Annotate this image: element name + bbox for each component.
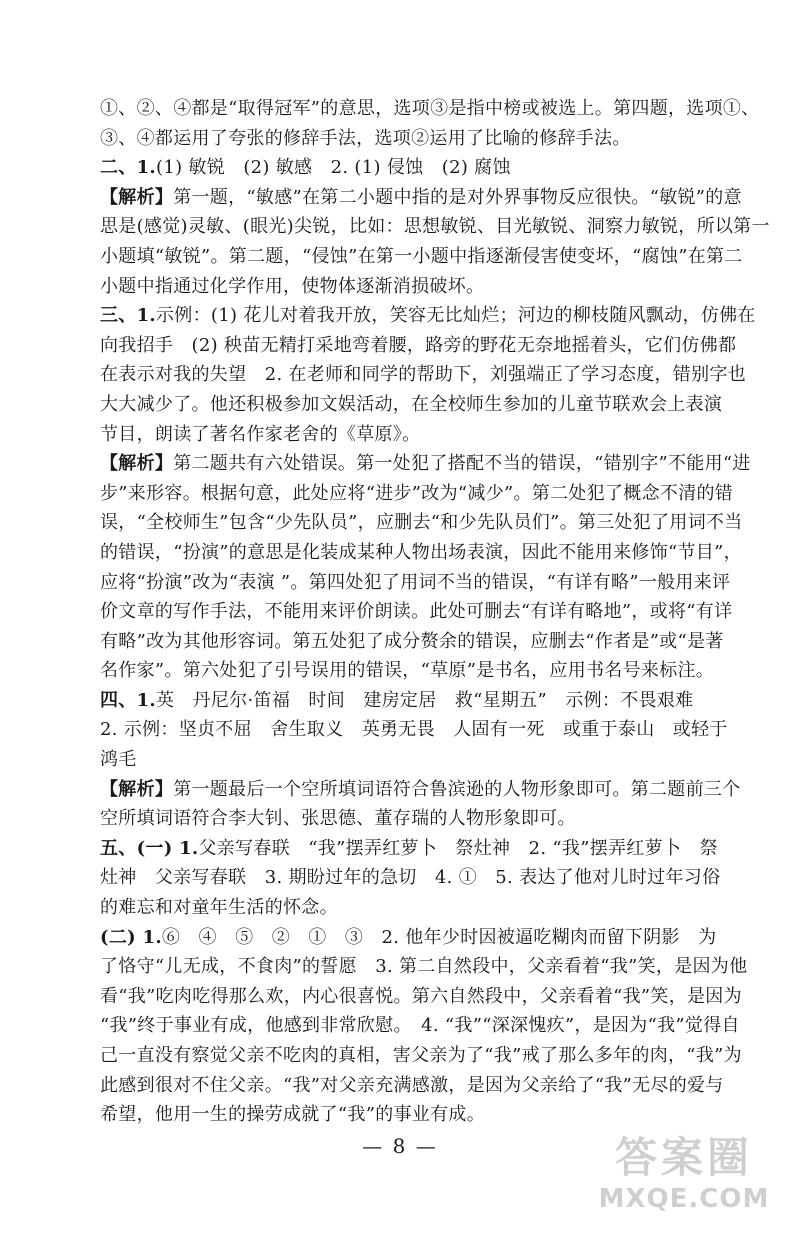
text-line — [100, 390, 723, 420]
line-text: 示例：(1) 花儿对着我开放，笑容无比灿烂；河边的柳枝随风飘动，仿佛在 — [156, 305, 756, 327]
line-text: 第一题，“敏感”在第二小题中指的是对外界事物反应很快。“敏锐”的意 — [173, 186, 742, 208]
text-line — [100, 331, 737, 361]
line-text: 英 丹尼尔·笛福 时间 建房定居 救“星期五” 示例：不畏艰难 — [156, 689, 694, 711]
text-line — [100, 686, 700, 716]
watermark-logo — [584, 1132, 784, 1222]
section-label: 五、(一) 1. — [100, 837, 199, 859]
line-text: 看“我”吃肉吃得那么欢，内心很喜悦。第六自然段中，父亲看着“我”笑，是因为 — [100, 985, 742, 1007]
text-line — [100, 775, 741, 805]
line-text: (1) 敏锐 (2) 敏感 2. (1) 侵蚀 (2) 腐蚀 — [156, 157, 511, 179]
section-label: 二、1. — [100, 157, 156, 179]
text-line — [100, 1011, 740, 1041]
line-text: 思是(感觉)灵敏、(眼光)尖锐，比如：思想敏锐、目光敏锐、洞察力敏锐，所以第一 — [100, 216, 770, 238]
text-line — [100, 1041, 742, 1071]
line-text: 向我招手 (2) 秧苗无精打采地弯着腰，路旁的野花无奈地摇着头，它们仿佛都 — [100, 334, 737, 356]
section-label: 四、1. — [100, 689, 156, 711]
text-line — [100, 745, 700, 775]
text-line — [100, 893, 700, 923]
line-text: 在表示对我的失望 2. 在老师和同学的帮助下，刘强端正了学习态度，错别字也 — [100, 364, 746, 386]
section-label: 【解析】 — [100, 778, 174, 800]
section-label: 三、1. — [100, 305, 156, 327]
text-line — [100, 923, 717, 953]
line-text: 第一题最后一个空所填词语符合鲁滨逊的人物形象即可。第二题前三个 — [173, 778, 741, 800]
text-line — [100, 153, 700, 183]
line-text: 小题中指通过化学作用，使物体逐渐消损破坏。 — [100, 275, 485, 297]
text-line — [100, 952, 748, 982]
line-text: 应将“扮演”改为“表演 ”。第四处犯了用词不当的错误，“有详有略”一般用来评 — [100, 571, 731, 593]
line-text: 父亲写春联 “我”摆弄红萝卜 祭灶神 2. “我”摆弄红萝卜 祭 — [198, 837, 718, 859]
line-text: 希望，他用一生的操劳成就了“我”的事业有成。 — [100, 1104, 486, 1126]
text-line — [100, 124, 700, 154]
line-text: ⑥ ④ ⑤ ② ① ③ 2. 他年少时因被逼吃糊肉而留下阴影 为 — [161, 926, 717, 948]
line-text: 空所填词语符合李大钊、张思德、董存瑞的人物形象即可。 — [100, 808, 576, 830]
text-line — [100, 420, 700, 450]
line-text: 的错误，“扮演”的意思是化装成某种人物出场表演，因此不能用来修饰“节目”， — [100, 541, 742, 563]
section-label: 【解析】 — [100, 186, 174, 208]
text-line — [100, 804, 700, 834]
text-line — [100, 301, 756, 331]
line-text: 误，“全校师生”包含“少先队员”，应删去“和少先队员们”。第三处犯了用词不当 — [100, 512, 743, 534]
line-text: 节目，朗读了著名作家老舍的《草原》。 — [100, 423, 421, 445]
text-line — [100, 360, 746, 390]
answer-content — [100, 94, 770, 1130]
line-text: “我”终于事业有成，他感到非常欣慰。 4. “我”“深深愧疚”，是因为“我”觉得自 — [100, 1015, 740, 1037]
line-text: 第二题共有六处错误。第一处犯了搭配不当的错误，“错别字”不能用“进 — [173, 453, 751, 475]
line-text: ③、④都运用了夸张的修辞手法，选项②运用了比喻的修辞手法。 — [100, 127, 631, 149]
line-text: 2. 示例：坚贞不屈 舍生取义 英勇无畏 人固有一死 或重于泰山 或轻于 — [100, 719, 728, 741]
text-line — [100, 449, 751, 479]
text-line — [100, 1100, 700, 1130]
line-text: 灶神 父亲写春联 3. 期盼过年的急切 4. ① 5. 表达了他对儿时过年习俗 — [100, 867, 721, 889]
text-line — [100, 272, 700, 302]
line-text: 名作家”。第六处犯了引号误用的错误，“草原”是书名，应用书名号来标注。 — [100, 660, 715, 682]
line-text: 己一直没有察觉父亲不吃肉的真相，害父亲为了“我”戒了那么多年的肉，“我”为 — [100, 1045, 742, 1066]
page-number: — 8 — — [362, 1134, 438, 1158]
text-line — [100, 982, 742, 1012]
watermark-cn: 答案圈 — [614, 1133, 753, 1182]
text-line — [100, 508, 743, 538]
text-line — [100, 597, 733, 627]
watermark-url: MXQE.COM — [598, 1184, 770, 1214]
line-text: 有略”改为其他形容词。第五处犯了成分赘余的错误，应删去“作者是”或“是著 — [100, 630, 724, 652]
text-line — [100, 715, 728, 745]
text-line — [100, 834, 718, 864]
line-text: 小题填“敏锐”。第二题，“侵蚀”在第一小题中指逐渐侵害使变坏，“腐蚀”在第二 — [100, 245, 743, 267]
text-line — [100, 568, 731, 598]
line-text: 的难忘和对童年生活的怀念。 — [100, 897, 338, 919]
line-text: 鸿毛 — [100, 749, 137, 771]
line-text: 大大减少了。他还积极参加文娱活动，在全校师生参加的儿童节联欢会上表演 — [100, 393, 723, 415]
section-label: (二) 1. — [100, 926, 162, 948]
text-line — [100, 1071, 724, 1101]
text-line — [100, 183, 742, 213]
line-text: 步”来形容。根据句意，此处应将“进步”改为“减少”。第二处犯了概念不清的错 — [100, 482, 734, 504]
line-text: 了恪守“儿无成，不食肉”的誓愿 3. 第二自然段中，父亲看着“我”笑，是因为他 — [100, 956, 748, 978]
line-text: ①、②、④都是“取得冠军”的意思，选项③是指中榜或被选上。第四题，选项①、 — [100, 98, 760, 119]
text-line — [100, 627, 724, 657]
section-label: 【解析】 — [100, 453, 174, 475]
text-line — [100, 242, 743, 272]
text-line — [100, 212, 770, 242]
text-line — [100, 656, 715, 686]
line-text: 价文章的写作手法，不能用来评价朗读。此处可删去“有详有略地”，或将“有详 — [100, 601, 733, 623]
text-line — [100, 538, 742, 568]
text-line — [100, 94, 760, 124]
line-text: 此感到很对不住父亲。“我”对父亲充满感激，是因为父亲给了“我”无尽的爱与 — [100, 1074, 724, 1096]
text-line — [100, 863, 721, 893]
text-line — [100, 479, 734, 509]
